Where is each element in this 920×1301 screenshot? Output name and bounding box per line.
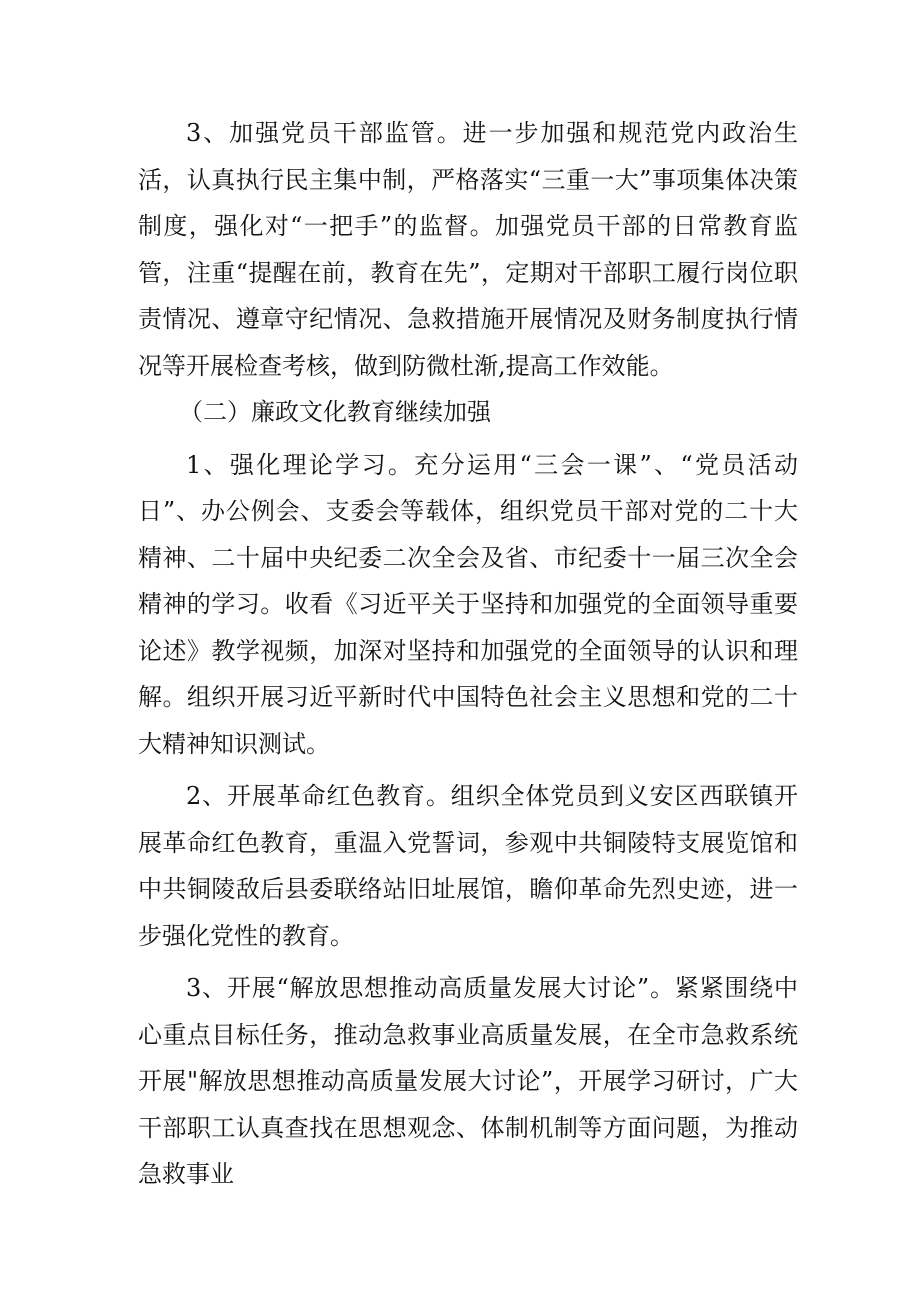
section-heading: （二）廉政文化教育继续加强 — [179, 398, 491, 426]
paragraph-discussion: 3、开展“解放思想推动高质量发展大讨论”。紧紧围绕中心重点目标任务，推动急救事业高质量发展，在全市急救系统开展"解放思想推动高质量发展大讨论”，开展学习研讨，广大干部职工认真查找在思想观念、体制机制等方面问题，为推动急救事业 — [138, 974, 798, 1188]
document-body — [138, 110, 798, 1198]
paragraph-supervision: 3、加强党员干部监管。进一步加强和规范党内政治生活，认真执行民主集中制，严格落实“三重一大”事项集体决策制度，强化对“一把手”的监督。加强党员干部的日常教育监管，注重“提醒在前，教育在先”，定期对干部职工履行岗位职责情况、遵章守纪情况、急救措施开展情况及财务制度执行情况等开展检查考核，做到防微杜渐,提高工作效能。 — [138, 119, 798, 380]
paragraph-red-education: 2、开展革命红色教育。组织全体党员到义安区西联镇开展革命红色教育，重温入党誓词，参观中共铜陵特支展览馆和中共铜陵敌后县委联络站旧址展馆，瞻仰革命先烈史迹，进一步强化党性的教育。 — [138, 782, 798, 950]
paragraph-theory-study: 1、强化理论学习。充分运用“三会一课”、“党员活动日”、办公例会、支委会等载体，组织党员干部对党的二十大精神、二十届中央纪委二次全会及省、市纪委十一届三次全会精神的学习。收看《习近平关于坚持和加强党的全面领导重要论述》教学视频，加深对坚持和加强党的全面领导的认识和理解。组织开展习近平新时代中国特色社会主义思想和党的二十大精神知识测试。 — [138, 450, 798, 758]
